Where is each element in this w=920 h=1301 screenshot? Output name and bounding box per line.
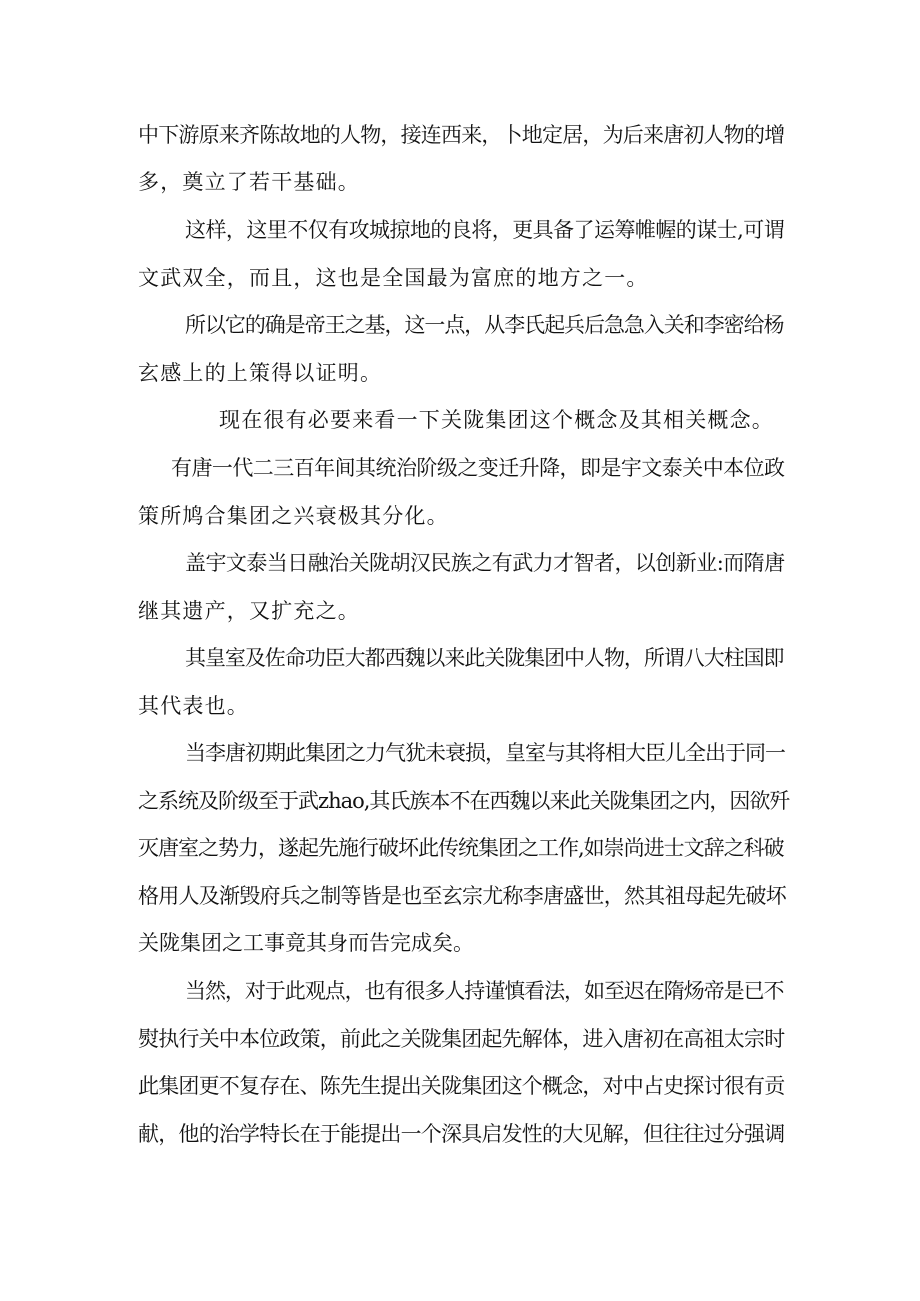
text-line: 关陇集团之工事竟其身而告完成矣。 — [138, 931, 474, 955]
text-line: 策所鸠合集团之兴衰极其分化。 — [138, 504, 449, 528]
text-line: 之系统及阶级至于武zhao,其氏族本不在西魏以来此关陇集团之内，因欲歼 — [138, 789, 790, 813]
text-line: 其皇室及佐命功臣大都西魏以来此关陇集团中人物，所谓八大柱国即 — [185, 646, 784, 670]
text-line: 多，奠立了若干基础。 — [138, 170, 360, 194]
text-line: 有唐一代二三百年间其统治阶级之变迁升降，即是宇文泰关中本位政 — [171, 456, 785, 480]
text-line: 熨执行关中本位政策，前此之关陇集团起先解体，进入唐初在高祖太宗时 — [138, 1027, 785, 1051]
text-line: 其代表也。 — [138, 694, 249, 718]
text-line: 当李唐初期此集团之力气犹未衰损，皇室与其将相大臣儿全出于同一 — [185, 741, 785, 765]
text-line: 中下游原来齐陈故地的人物，接连西来，卜地定居，为后来唐初人物的增 — [138, 123, 785, 147]
text-line: 当然，对于此观点，也有很多人持谨慎看法，如至迟在隋炀帝是已不 — [185, 979, 784, 1003]
text-line: 灭唐室之势力，遂起先施行破坏此传统集团之工作,如崇尚进士文辞之科破 — [138, 836, 784, 860]
text-line: 格用人及渐毁府兵之制等皆是也至玄宗尤称李唐盛世，然其祖母起先破坏 — [138, 884, 786, 908]
text-line: 盖宇文泰当日融治关陇胡汉民族之有武力才智者，以创新业:而隋唐 — [185, 551, 785, 575]
text-line: 所以它的确是帝王之基，这一点，从李氏起兵后急急入关和李密给杨 — [185, 313, 784, 337]
text-line: 文武双全，而且，这也是全国最为富庶的地方之一。 — [138, 266, 649, 290]
text-line: 现在很有必要来看一下关陇集团这个概念及其相关概念。 — [219, 408, 774, 432]
text-line: 献，他的治学特长在于能提出一个深具启发性的大见解，但往往过分强调 — [138, 1122, 785, 1146]
text-line: 此集团更不复存在、陈先生提出关陇集团这个概念，对中占史探讨很有贡 — [138, 1074, 785, 1098]
text-line: 这样，这里不仅有攻城掠地的良将，更具备了运筹帷幄的谋士,可谓 — [185, 218, 785, 242]
text-line: 继其遗产，又扩充之。 — [138, 599, 360, 623]
text-line: 玄感上的上策得以证明。 — [138, 361, 383, 385]
